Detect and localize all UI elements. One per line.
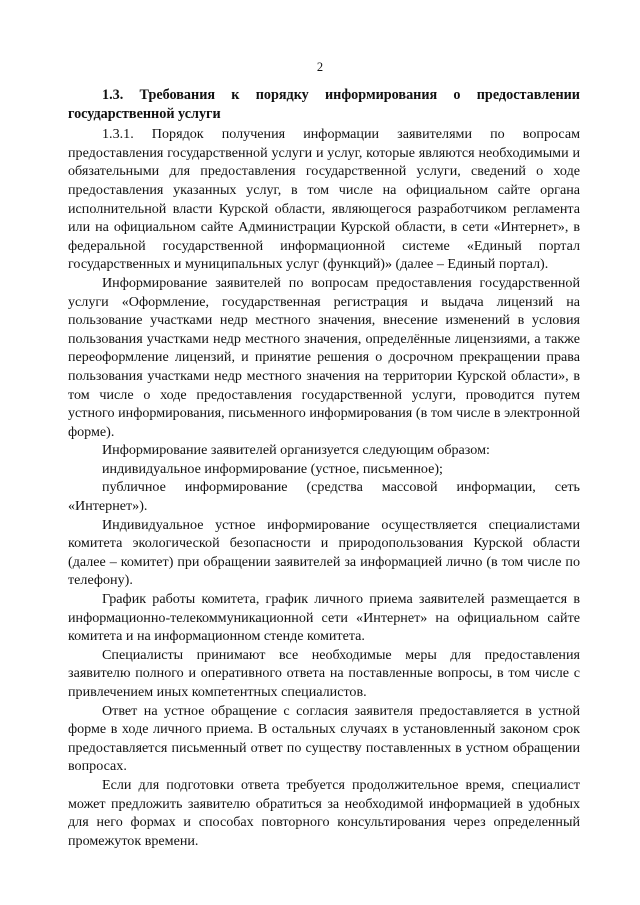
paragraph-specialists: Специалисты принимают все необходимые меры для предоставления заявителю полного и оперативного ответа на поставленные вопросы, в том числе с привлечением иных компетентных специалистов. xyxy=(68,646,580,700)
list-item-individual: индивидуальное информирование (устное, письменное); xyxy=(102,460,443,477)
paragraph-oral-informing: Индивидуальное устное информирование осуществляется специалистами комитета экологической безопасности и природопользования Курской области (далее – комитет) при обращении заявителей за информацией лично (в том числе по телефону). xyxy=(68,516,580,589)
paragraph-1-3-1: 1.3.1. Порядок получения информации заявителями по вопросам предоставления государственной услуги и услуг, которые являются необходимыми и обязательными для предоставления государственной услуги, сведений о ходе предоставления указанных услуг, в том числе на официальном сайте органа исполнительной власти Курской области, являющегося разработчиком регламента или на официальном сайте Администрации Курской области, в сети «Интернет», в федеральной государственной информационной системе «Единый портал государственных и муниципальных услуг (функций)» (далее – Единый портал). xyxy=(68,126,580,273)
section-heading: 1.3. Требования к порядку информирования о предоставлении государственной услуги xyxy=(68,87,580,122)
paragraph-informing-organization: Информирование заявителей организуется следующим образом: xyxy=(102,442,490,459)
page-number: 2 xyxy=(316,60,324,74)
paragraph-oral-answer: Ответ на устное обращение с согласия заявителя предоставляется в устной форме в ходе личного приема. В остальных случаях в установленный законом срок предоставляется письменный ответ по существу поставленных в устном обращении вопросах. xyxy=(68,702,580,775)
paragraph-schedule: График работы комитета, график личного приема заявителей размещается в информационно-телекоммуникационной сети «Интернет» на официальном сайте комитета и на информационном стенде комитета. xyxy=(68,591,580,645)
paragraph-informing-topics: Информирование заявителей по вопросам предоставления государственной услуги «Оформление, государственная регистрация и выдача лицензий на пользование участками недр местного значения, внесение изменений в условия пользования участками недр местного значения, определённые лицензиями, а также переоформление лицензий, и принятие решения о досрочном прекращении права пользования участками недр местного значения на территории Курской области», в том числе о ходе предоставления государственной услуги, проводится путем устного информирования, письменного информирования (в том числе в электронной форме). xyxy=(68,274,580,440)
paragraph-long-preparation: Если для подготовки ответа требуется продолжительное время, специалист может предложить заявителю обратиться за необходимой информацией в удобных для него формах и способах повторного консультирования через определенный промежуток времени. xyxy=(68,776,580,849)
list-item-public: публичное информирование (средства массовой информации, сеть «Интернет»). xyxy=(68,479,580,515)
document-body xyxy=(68,86,580,850)
